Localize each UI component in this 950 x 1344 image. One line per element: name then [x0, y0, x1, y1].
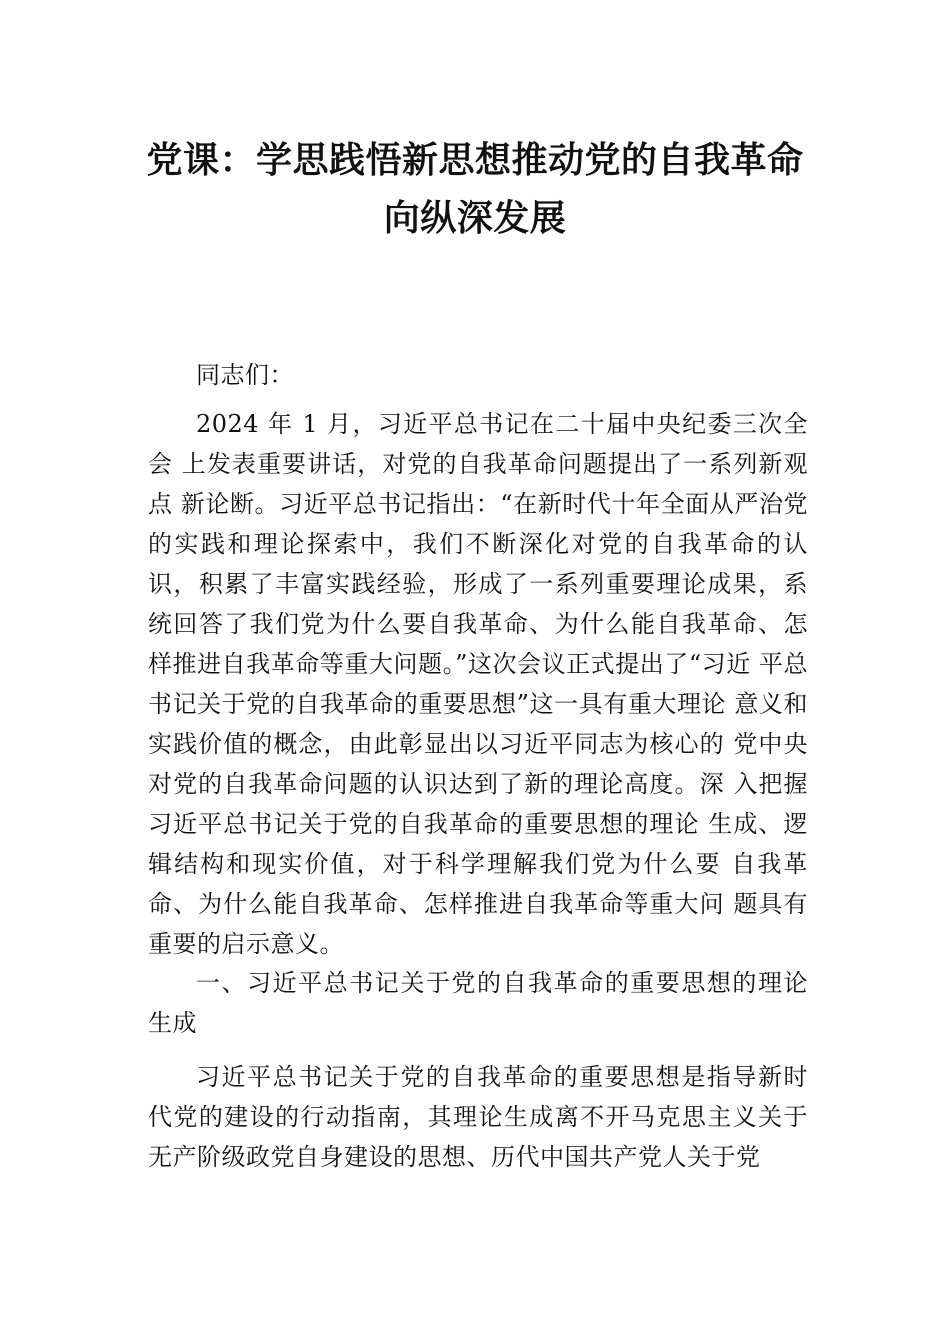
- greeting: 同志们：: [196, 361, 294, 389]
- section-heading-1: 一、习近平总书记关于党的自我革命的重要思想的理论生成: [148, 969, 808, 1037]
- title-line-1: 党课：学思践悟新思想推动党的自我革命: [146, 140, 804, 181]
- paragraph-intro: 2024 年 1 月，习近平总书记在二十届中央纪委三次全会 上发表重要讲话，对党的自我革命问题提出了一系列新观点 新论断。习近平总书记指出：“在新时代十年全面从严治党 的实践和理论探索中，我们不断深化对党的自我革命的认 识，积累了丰富实践经验，形成了一系列重要理论成果，系 统回答了我们党为什么要自我革命、为什么能自我革命、怎 样推进自我革命等重大问题。”这次会议正式提出了“习近 平总书记关于党的自我革命的重要思想”这一具有重大理论 意义和实践价值的概念，由此彰显出以习近平同志为核心的 党中央对党的自我革命问题的认识达到了新的理论高度。深 入把握习近平总书记关于党的自我革命的重要思想的理论 生成、逻辑结构和现实价值，对于科学理解我们党为什么要 自我革命、为什么能自我革命、怎样推进自我革命等重大问 题具有重要的启示意义。: [148, 410, 808, 958]
- document-title: [120, 132, 830, 248]
- title-line-2: 向纵深发展: [383, 198, 567, 239]
- paragraph-section-1: 习近平总书记关于党的自我革命的重要思想是指导新时代党的建设的行动指南，其理论生成离不开马克思主义关于无产阶级政党自身建设的思想、历代中国共产党人关于党: [148, 1063, 808, 1171]
